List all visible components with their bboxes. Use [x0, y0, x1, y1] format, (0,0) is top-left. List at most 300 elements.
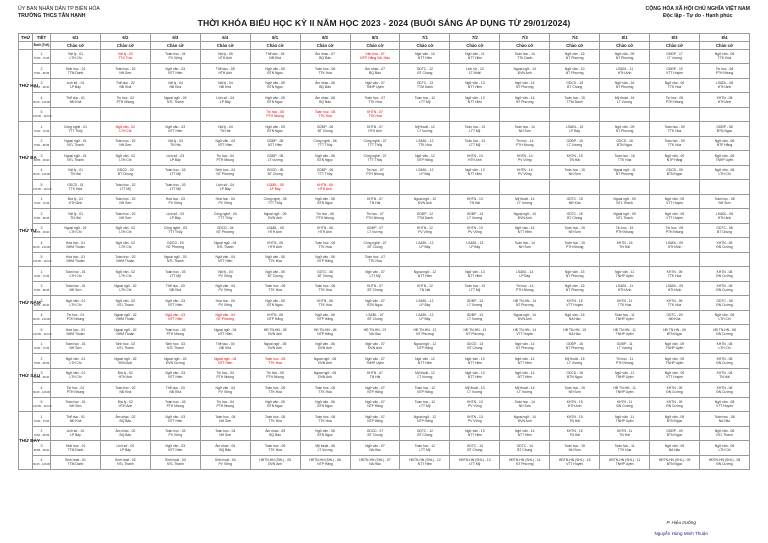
- lesson-cell: [400, 194, 450, 209]
- lesson-cell: [500, 441, 550, 456]
- lesson-cell: [400, 310, 450, 325]
- lesson-teacher: NTT Hiền: [467, 56, 482, 61]
- period-cell: [33, 209, 51, 224]
- lesson-subject: HĐTN-HN (SHL) - 11: [608, 458, 641, 463]
- class-subheader: Chào cờ: [699, 42, 749, 50]
- lesson-teacher: PV Vững: [218, 462, 233, 467]
- lesson-cell: [600, 397, 650, 412]
- lesson-teacher: NA Hảo: [718, 418, 731, 423]
- lesson-teacher: TTK Hòa: [667, 302, 682, 307]
- lesson-teacher: TN Hải: [619, 433, 630, 438]
- lesson-teacher: LT Vương: [517, 389, 533, 394]
- period-time: 8h55 - 9h40: [33, 230, 50, 235]
- lesson-teacher: NTT Hiền: [517, 433, 532, 438]
- lesson-subject: Ngoại ngữ - 01: [64, 226, 87, 231]
- lesson-teacher: BQ Bảo: [319, 56, 331, 61]
- lesson-subject: Ngữ văn - 04: [215, 139, 235, 144]
- lesson-subject: Ngữ văn - 13: [465, 168, 485, 173]
- lesson-cell: [500, 180, 550, 195]
- lesson-teacher: LT Vương: [617, 346, 633, 351]
- period-number: 2: [40, 139, 43, 144]
- lesson-teacher: NTT Hiền: [168, 375, 183, 380]
- period-number: 2: [40, 66, 43, 71]
- lesson-cell: [350, 209, 400, 224]
- lesson-teacher: TTK Hòa: [617, 157, 632, 162]
- lesson-subject: GDĐP - 11: [616, 342, 633, 347]
- lesson-cell: [150, 455, 200, 470]
- lesson-cell: [550, 194, 600, 209]
- lesson-teacher: NHM Thuận: [116, 259, 135, 264]
- lesson-teacher: LTH Chi: [69, 56, 82, 61]
- lesson-teacher: NHM Thuận: [66, 331, 85, 336]
- lesson-subject: Vật lý - 04: [167, 81, 183, 86]
- lesson-cell: [350, 325, 400, 340]
- lesson-cell: [600, 296, 650, 311]
- lesson-cell: [550, 354, 600, 369]
- lesson-cell: [450, 397, 500, 412]
- class-header: 6/4: [200, 34, 250, 42]
- lesson-teacher: HTH Anh: [667, 244, 682, 249]
- period-number: 5: [40, 110, 43, 115]
- lesson-cell: [600, 441, 650, 456]
- lesson-teacher: LP Bảy: [519, 273, 531, 278]
- lesson-teacher: LTT Mỹ: [169, 186, 181, 191]
- lesson-cell: [350, 194, 400, 209]
- lesson-teacher: NH Sơn: [568, 172, 581, 177]
- lesson-teacher: LT Nhật: [469, 70, 481, 75]
- lesson-cell: [450, 223, 500, 238]
- lesson-cell: [51, 194, 101, 209]
- lesson-subject: Ngữ văn - 13: [465, 269, 485, 274]
- lesson-subject: Vật lý - 05: [217, 52, 233, 57]
- lesson-subject: Ngữ văn - 05: [265, 124, 285, 129]
- lesson-cell: [150, 223, 200, 238]
- lesson-cell: [400, 223, 450, 238]
- lesson-subject: Ngữ văn - 02: [115, 240, 136, 245]
- lesson-subject: GDĐP - 06: [316, 124, 334, 129]
- signature-block: [654, 520, 708, 537]
- org-name: ỦY BAN NHÂN DÂN TP BIÊN HÒA: [18, 6, 100, 12]
- lesson-cell: [650, 310, 700, 325]
- lesson-cell: [699, 325, 749, 340]
- class-subheader: Chào cờ: [450, 42, 500, 50]
- lesson-subject: Toán học - 09: [664, 139, 685, 144]
- lesson-teacher: ĐN Cường: [716, 360, 733, 365]
- lesson-teacher: PV Vững: [218, 288, 233, 293]
- lesson-teacher: LP Bảy: [569, 128, 581, 133]
- lesson-teacher: BQ Bảo: [369, 70, 381, 75]
- period-time: 7h00 - 7h45: [33, 418, 50, 423]
- lesson-subject: KHTN - 12: [417, 226, 433, 231]
- lesson-teacher: NTT Hiền: [168, 128, 183, 133]
- lesson-cell: [200, 426, 250, 441]
- lesson-cell: [51, 267, 101, 282]
- lesson-cell: [250, 426, 300, 441]
- lesson-cell: [500, 412, 550, 427]
- lesson-subject: Ngoại ngữ - 03: [164, 356, 187, 361]
- lesson-subject: HĐ TN-HN - 06: [313, 327, 337, 332]
- lesson-subject: LS&ĐL - 07: [366, 313, 384, 318]
- lesson-cell: [650, 325, 700, 340]
- lesson-cell: [51, 151, 101, 166]
- lesson-cell: [600, 368, 650, 383]
- lesson-subject: KHTN - 08: [716, 269, 733, 274]
- lesson-teacher: HTH Anh: [268, 244, 282, 249]
- period-number: 3: [40, 371, 43, 376]
- lesson-teacher: LT Vương: [367, 230, 383, 235]
- lesson-subject: Toán học - 02: [115, 255, 136, 260]
- lesson-teacher: NTL Thanh: [117, 346, 134, 351]
- lesson-subject: Vật lý - 04: [217, 81, 233, 86]
- lesson-teacher: BTN Ngọc: [317, 404, 333, 409]
- lesson-cell: [500, 383, 550, 398]
- lesson-cell: [250, 238, 300, 253]
- lesson-teacher: LP Bảy: [70, 433, 81, 438]
- lesson-teacher: TN Hải: [369, 201, 381, 206]
- lesson-cell: [150, 151, 200, 166]
- lesson-subject: Ngữ văn - 09: [614, 124, 635, 129]
- lesson-cell: [100, 64, 150, 79]
- lesson-cell: [200, 412, 250, 427]
- lesson-teacher: NĐ Khá: [568, 201, 581, 206]
- lesson-teacher: TNHP Uyên: [665, 346, 684, 351]
- lesson-subject: GDTC - 14: [516, 443, 533, 448]
- lesson-teacher: ĐN Cường: [616, 404, 633, 409]
- lesson-cell: [650, 107, 700, 122]
- lesson-subject: Toán học - 08: [714, 414, 735, 419]
- class-header: 8/3: [350, 34, 400, 42]
- lesson-subject: Ngữ văn - 15: [564, 269, 585, 274]
- lesson-cell: [100, 165, 150, 180]
- lesson-cell: [51, 49, 101, 64]
- lesson-teacher: NT Phượng: [515, 99, 534, 104]
- lesson-teacher: NĐ Khá: [219, 346, 232, 351]
- lesson-teacher: LTH Chi: [718, 172, 731, 177]
- period-cell: [33, 397, 51, 412]
- lesson-subject: GDTC - 13: [416, 81, 433, 86]
- lesson-teacher: TN Hải: [70, 172, 81, 177]
- lesson-subject: Ngữ văn - 05: [265, 95, 285, 100]
- lesson-subject: HĐTN-HN (SHL) - 12: [409, 458, 441, 463]
- lesson-teacher: TNHP Uyên: [366, 360, 384, 365]
- lesson-teacher: PTH Nhung: [316, 215, 334, 220]
- lesson-subject: HĐ TN-HN - 11: [613, 385, 636, 390]
- class-subheader: Chào cờ: [200, 42, 250, 50]
- period-cell: [33, 238, 51, 253]
- lesson-subject: Công nghệ - 06: [313, 139, 337, 144]
- period-number: 4: [40, 95, 43, 100]
- lesson-subject: HĐTN-HN (SHL) - 07: [359, 458, 391, 463]
- lesson-subject: KHTN - 06: [317, 182, 333, 187]
- lesson-subject: Toán học - 02: [115, 182, 136, 187]
- lesson-subject: GDĐP - 13: [466, 298, 483, 303]
- lesson-teacher: NĐ Khá: [269, 56, 281, 61]
- lesson-subject: Toán học - 12: [414, 400, 436, 405]
- lesson-cell: [650, 49, 700, 64]
- lesson-cell: [150, 107, 200, 122]
- lesson-subject: Ngoại ngữ - 06: [313, 371, 337, 376]
- lesson-cell: [600, 209, 650, 224]
- lesson-cell: [699, 64, 749, 79]
- lesson-cell: [250, 151, 300, 166]
- lesson-teacher: NT Phượng: [216, 317, 235, 322]
- lesson-subject: Lịch sử - 04: [216, 95, 235, 100]
- lesson-subject: Ngữ văn - 07: [365, 342, 385, 347]
- lesson-cell: [150, 64, 200, 79]
- lesson-cell: [500, 165, 550, 180]
- lesson-cell: [150, 383, 200, 398]
- lesson-teacher: TTT Thủy: [317, 143, 333, 148]
- lesson-subject: LS&ĐL - 05: [266, 182, 284, 187]
- period-number: 2: [40, 284, 43, 289]
- lesson-teacher: NT Phượng: [216, 172, 235, 177]
- lesson-cell: [300, 296, 350, 311]
- lesson-cell: [300, 426, 350, 441]
- lesson-teacher: TNHP Uyên: [615, 418, 634, 423]
- lesson-cell: [350, 252, 400, 267]
- lesson-cell: [400, 412, 450, 427]
- period-time: 8h55 - 9h40: [33, 447, 50, 452]
- lesson-cell: [300, 397, 350, 412]
- class-header: 8/1: [250, 34, 300, 42]
- lesson-subject: Ngữ văn - 07: [365, 400, 385, 405]
- lesson-subject: Vật lý - 01: [67, 168, 83, 173]
- lesson-subject: Toán học - 09: [664, 124, 685, 129]
- period-cell: [33, 194, 51, 209]
- lesson-cell: [600, 267, 650, 282]
- period-time: 9h45 - 10h30: [33, 172, 51, 177]
- lesson-teacher: NT Phượng: [515, 346, 534, 351]
- lesson-cell: [300, 238, 350, 253]
- lesson-teacher: NH Sơn: [518, 128, 531, 133]
- lesson-teacher: BTN Ngọc: [267, 302, 283, 307]
- lesson-cell: [699, 296, 749, 311]
- lesson-cell: [150, 325, 200, 340]
- period-cell: [33, 383, 51, 398]
- lesson-cell: [51, 426, 101, 441]
- lesson-teacher: LTT Mỹ: [469, 143, 481, 148]
- lesson-cell: [600, 223, 650, 238]
- period-number: 1: [40, 52, 43, 57]
- lesson-teacher: PTH Nhung: [715, 70, 734, 75]
- lesson-cell: [699, 223, 749, 238]
- lesson-subject: GDĐP - 06: [316, 168, 334, 173]
- lesson-subject: Toán học - 01: [65, 284, 86, 289]
- lesson-cell: [650, 339, 700, 354]
- lesson-cell: [300, 339, 350, 354]
- period-time: 8h55 - 9h40: [33, 157, 50, 162]
- lesson-teacher: PTH Nhung: [516, 143, 534, 148]
- lesson-teacher: TNHP Uyên: [615, 317, 634, 322]
- lesson-subject: Ngữ văn - 14: [514, 342, 535, 347]
- lesson-teacher: LP Bảy: [469, 244, 481, 249]
- lesson-subject: Toán học - 02: [115, 211, 136, 216]
- lesson-cell: [100, 455, 150, 470]
- lesson-subject: Ngữ văn - 08: [714, 443, 735, 448]
- lesson-teacher: PTH Nhung: [615, 230, 634, 235]
- lesson-teacher: NT Phượng: [166, 244, 185, 249]
- lesson-cell: [51, 383, 101, 398]
- lesson-subject: HĐ TN-HN - 15: [563, 327, 587, 332]
- lesson-subject: HĐ TN-HN - 13: [463, 327, 487, 332]
- lesson-subject: Tin học - 16: [615, 226, 634, 231]
- lesson-teacher: ĐVN Cường: [166, 360, 185, 365]
- period-cell: [33, 180, 51, 195]
- lesson-teacher: NTT Hiền: [168, 418, 183, 423]
- lesson-cell: [650, 209, 700, 224]
- lesson-teacher: LTH Chi: [119, 273, 132, 278]
- lesson-cell: [51, 310, 101, 325]
- lesson-cell: [699, 180, 749, 195]
- lesson-teacher: ĐN Cường: [716, 244, 733, 249]
- lesson-cell: [300, 368, 350, 383]
- lesson-subject: GDTC - 08: [716, 298, 733, 303]
- lesson-cell: [300, 180, 350, 195]
- lesson-cell: [699, 238, 749, 253]
- lesson-teacher: PV Vững: [468, 404, 482, 409]
- period-number: 1: [40, 414, 43, 419]
- lesson-subject: Ngoại ngữ - 12: [413, 197, 437, 202]
- lesson-cell: [550, 383, 600, 398]
- lesson-teacher: NTT Hiền: [417, 56, 433, 61]
- lesson-teacher: ĐN Cường: [716, 273, 733, 278]
- lesson-cell: [450, 339, 500, 354]
- lesson-cell: [600, 383, 650, 398]
- lesson-subject: Thể dục - 03: [165, 385, 185, 390]
- lesson-subject: Ngữ văn - 03: [165, 298, 186, 303]
- lesson-teacher: NTL Thanh: [117, 302, 134, 307]
- lesson-subject: KHTN - 15: [566, 429, 583, 434]
- lesson-cell: [100, 223, 150, 238]
- lesson-cell: [250, 441, 300, 456]
- lesson-cell: [550, 252, 600, 267]
- period-time: 7h50 - 8h35: [33, 433, 50, 438]
- period-number: 2: [40, 429, 43, 434]
- period-number: 2: [40, 356, 43, 361]
- lesson-cell: [650, 412, 700, 427]
- lesson-cell: [250, 136, 300, 151]
- lesson-subject: KHTN - 13: [466, 153, 483, 158]
- lesson-subject: Toán học - 05: [265, 385, 286, 390]
- lesson-cell: [150, 78, 200, 93]
- lesson-cell: [200, 397, 250, 412]
- lesson-cell: [450, 209, 500, 224]
- lesson-subject: GDTC - 13: [466, 443, 483, 448]
- lesson-subject: Âm nhạc - 05: [265, 429, 286, 434]
- lesson-cell: [650, 136, 700, 151]
- lesson-subject: Ngoại ngữ - 03: [164, 95, 187, 100]
- lesson-subject: LS&ĐL - 09: [665, 240, 684, 245]
- lesson-subject: Ngữ văn - 12: [415, 356, 435, 361]
- period-time: 10h35 - 11h20: [33, 186, 52, 191]
- lesson-subject: Toán học - 06: [314, 385, 336, 390]
- lesson-teacher: NA Hảo: [369, 331, 381, 336]
- lesson-cell: [400, 281, 450, 296]
- lesson-teacher: TNHP Uyên: [366, 85, 384, 90]
- lesson-teacher: NĐ Khá: [169, 288, 182, 293]
- lesson-subject: Ngoại ngữ - 12: [413, 269, 437, 274]
- lesson-cell: [250, 325, 300, 340]
- period-number: 3: [40, 226, 43, 231]
- lesson-teacher: TTM Danh: [67, 462, 84, 467]
- lesson-cell: [450, 325, 500, 340]
- lesson-cell: [300, 354, 350, 369]
- lesson-teacher: LP Bảy: [419, 244, 431, 249]
- lesson-teacher: LTT Mỹ: [469, 128, 481, 133]
- lesson-teacher: NTT Hiền: [467, 433, 482, 438]
- lesson-subject: HĐ TN-HN - 07: [363, 327, 387, 332]
- lesson-teacher: LTH Chi: [718, 447, 731, 452]
- lesson-teacher: LTH Chi: [119, 128, 132, 133]
- lesson-cell: [300, 93, 350, 108]
- lesson-teacher: TTK Hòa: [617, 302, 632, 307]
- period-time: 7h50 - 8h35: [33, 143, 50, 148]
- lesson-subject: Ngữ văn - 08: [714, 313, 735, 318]
- class-header: 7/4: [550, 34, 600, 42]
- lesson-cell: [550, 107, 600, 122]
- lesson-cell: [600, 426, 650, 441]
- lesson-teacher: TNHP Uyên: [615, 273, 634, 278]
- lesson-subject: Tin học - 01: [66, 385, 85, 390]
- lesson-subject: Toán học - 13: [464, 139, 485, 144]
- lesson-teacher: PV Vững: [218, 389, 233, 394]
- lesson-teacher: BT Chung: [367, 288, 383, 293]
- lesson-cell: [650, 455, 700, 470]
- lesson-teacher: NTP Hằng: [317, 259, 333, 264]
- period-number: 4: [40, 240, 43, 245]
- lesson-teacher: TN Hải: [70, 215, 81, 220]
- lesson-teacher: NTP Hằng: [417, 157, 433, 162]
- lesson-subject: Sinh hoạt - 03: [164, 458, 186, 463]
- country-motto-1: CỘNG HÒA XÃ HỘI CHỦ NGHĨA VIỆT NAM: [645, 6, 750, 12]
- lesson-cell: [600, 93, 650, 108]
- period-cell: [33, 223, 51, 238]
- lesson-cell: [699, 165, 749, 180]
- period-number: 3: [40, 81, 43, 86]
- lesson-teacher: VTT Huyền: [666, 375, 683, 380]
- lesson-teacher: NTT Hiền: [417, 462, 433, 467]
- lesson-cell: [550, 209, 600, 224]
- period-number: 5: [40, 182, 43, 187]
- lesson-subject: LS&ĐL - 09: [665, 284, 684, 289]
- lesson-subject: Ngữ văn - 04: [215, 313, 235, 318]
- lesson-teacher: NTP Hằng: [317, 462, 333, 467]
- class-header: 7/1: [400, 34, 450, 42]
- lesson-teacher: NH Sơn: [568, 230, 581, 235]
- lesson-teacher: ĐVN Anh: [268, 331, 283, 336]
- lesson-subject: Mỹ thuật - 13: [465, 385, 485, 390]
- lesson-cell: [51, 441, 101, 456]
- lesson-teacher: TTM Danh: [417, 85, 433, 90]
- lesson-subject: LS&ĐL - 08: [715, 81, 734, 86]
- lesson-teacher: VTT Huyền: [566, 302, 584, 307]
- lesson-teacher: VTT Huyền: [666, 201, 683, 206]
- lesson-subject: Ngoại ngữ - 06: [313, 356, 337, 361]
- lesson-cell: [100, 383, 150, 398]
- lesson-cell: [350, 64, 400, 79]
- lesson-teacher: NH Sơn: [219, 433, 232, 438]
- lesson-teacher: NT Phượng: [565, 273, 584, 278]
- lesson-cell: [250, 339, 300, 354]
- lesson-subject: GDTC - 12: [416, 429, 433, 434]
- lesson-teacher: TN Hải: [170, 143, 181, 148]
- lesson-cell: [250, 209, 300, 224]
- lesson-cell: [250, 93, 300, 108]
- lesson-subject: KHTN - 07: [367, 110, 383, 115]
- lesson-cell: [100, 441, 150, 456]
- lesson-teacher: BT Chung: [417, 70, 433, 75]
- lesson-subject: HĐTN-HN (SHL) - 05: [259, 458, 291, 463]
